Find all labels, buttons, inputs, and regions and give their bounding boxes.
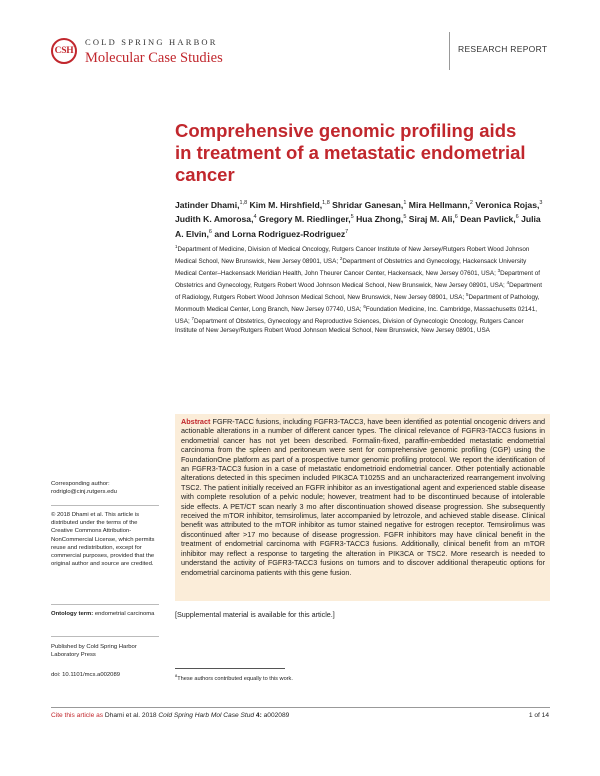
affiliation: $^7$Department of Obstetrics, Gynecology and Reproductive Sciences, Division of Gynecologic Oncology, Rutgers Cancer Institute of New Jersey/Rutgers Robert Wood Johnson Medical School, New Brunswick, New Jersey 08901, USA	[175, 316, 524, 334]
author: Kim M. Hirshfield,$^{1,8}$	[249, 199, 330, 210]
author: Siraj M. Ali,$^6$	[408, 214, 458, 225]
cite-label[interactable]: Cite this article as	[51, 712, 104, 719]
sidebar-rule	[51, 505, 159, 506]
publisher-name: COLD SPRING HARBOR	[85, 37, 218, 47]
affiliation: $^6$Foundation Medicine, Inc. Cambridge, Massachusetts 02141, USA;	[175, 304, 537, 326]
affiliation: $^4$Department of Radiology, Rutgers Robert Wood Johnson Medical School, New Brunswick, New Jersey 08901, USA;	[175, 280, 542, 302]
article-type: RESEARCH REPORT	[458, 44, 548, 54]
abstract-label: Abstract	[181, 417, 211, 426]
footnote: $^8$These authors contributed equally to this work.	[175, 673, 293, 682]
journal-name: Molecular Case Studies	[85, 50, 223, 66]
affiliations	[175, 243, 547, 336]
abstract	[181, 417, 545, 577]
author: Veronica Rojas,$^3$	[475, 199, 543, 210]
article-title: Comprehensive genomic profiling aids in treatment of a metastatic endometrial cancer	[175, 120, 526, 185]
author: Shridar Ganesan,$^1$	[332, 199, 407, 210]
author-list	[175, 197, 545, 240]
citation-line: Cite this article as Dhami et al. 2018 Cold Spring Harb Mol Case Stud 4: a002089	[51, 712, 290, 719]
author: and Lorna Rodriguez-Rodriguez$^7$	[214, 228, 349, 239]
affiliation: $^3$Department of Obstetrics and Gynecology, Rutgers Robert Wood Johnson Medical School, New Brunswick, New Jersey 08901, USA;	[175, 268, 540, 290]
license-text: © 2018 Dhami et al. This article is distributed under the terms of the Creative Commons Attribution-NonCommercial License, which permits reuse and redistribution, except for commercial purposes, provided that the original author and source are credited.	[51, 512, 155, 568]
corresponding-email[interactable]: rodriglo@cinj.rutgers.edu	[51, 489, 117, 496]
author: Gregory M. Riedlinger,$^5$	[258, 214, 354, 225]
affiliation: $^2$Department of Obstetrics and Gynecology, Hackensack University Medical Center–Hackensack Meridian Health, John Theurer Cancer Center, Hackensack, New Jersey 07601, USA;	[175, 256, 527, 278]
author: Mira Hellmann,$^2$	[408, 199, 473, 210]
footer-rule	[51, 707, 550, 708]
author: Jatinder Dhami,$^{1,8}$	[175, 199, 248, 210]
footnote-rule	[175, 668, 285, 669]
corresponding-author: Corresponding author: rodriglo@cinj.rutgers.edu	[51, 480, 159, 496]
header-divider	[449, 32, 450, 70]
author: Julia A. Elvin,$^6$	[175, 214, 541, 239]
doi[interactable]: doi: 10.1101/mcs.a002089	[51, 672, 120, 678]
affiliation: $^1$Department of Medicine, Division of Medical Oncology, Rutgers Cancer Institute of New Jersey/Rutgers Robert Wood Johnson Medical School, New Brunswick, New Jersey 08901, USA;	[175, 244, 530, 266]
author: Dean Pavlick,$^6$	[460, 214, 519, 225]
ontology-term: Ontology term: endometrial carcinoma	[51, 611, 155, 617]
affiliation: $^5$Department of Pathology, Monmouth Medical Center, Long Branch, New Jersey 07740, USA;	[175, 292, 540, 314]
abstract-text: FGFR-TACC fusions, including FGFR3-TACC3, have been identified as potential oncogenic drivers and actionable alterations in a number of different cancer types. The clinical relevance of FGFR3-TACC3 fusions in endometrial cancer has not yet been described. Formalin-fixed, paraffin-embedded metastatic endometrial carcinoma from the spleen and peritoneum were sent for comprehensive genomic profiling (CGP) using the FoundationOne platform as part of a prospective tumor genomic profiling protocol. We report the identification of an FGFR3-TACC3 fusion in a case of metastatic endometrioid endometrial cancer. Other potentially actionable alterations detected in this specimen included PIK3CA T1025S and an uncharacterized rearrangement involving TSC2. The patient initially received an FGFR inhibitor as an investigational agent and experienced stable disease with complete resolution of a pelvic nodule; however, treatment had to be discontinued because of intolerable side effects. A PET/CT scan nearly 3 mo after discontinuation showed disease progression. She subsequently received the mTOR inhibitor, temsirolimus, later accompanied by letrozole, and achieved stable disease. Clinical benefit was attributed to the mTOR inhibitor as tumor stained negative for estrogen receptor. Temsirolimus was discontinued after >17 mo because of disease progression. FGFR inhibitors may have clinical benefit in the treatment of endometrial carcinoma with FGFR3-TACC3 fusions. Additionally, clinical benefit from an mTOR inhibitor may reflect a response to targeting the alteration in PIK3CA or TSC2. More research is needed to understand the activity of FGFR3-TACC3 fusions on tumors and to discover additional therapeutic options for endometrial carcinoma patients with this gene fusion.	[181, 417, 546, 577]
supplemental-note[interactable]: [Supplemental material is available for this article.]	[175, 610, 335, 619]
ontology-value[interactable]: endometrial carcinoma	[94, 611, 155, 617]
author: Judith K. Amorosa,$^4$	[175, 214, 257, 225]
csh-logo: CSH	[51, 38, 77, 64]
published-by: Published by Cold Spring Harbor Laboratory Press	[51, 644, 137, 659]
sidebar-rule	[51, 636, 159, 637]
sidebar-rule	[51, 604, 159, 605]
author: Hua Zhong,$^5$	[356, 214, 407, 225]
page-number: 1 of 14	[528, 712, 549, 719]
